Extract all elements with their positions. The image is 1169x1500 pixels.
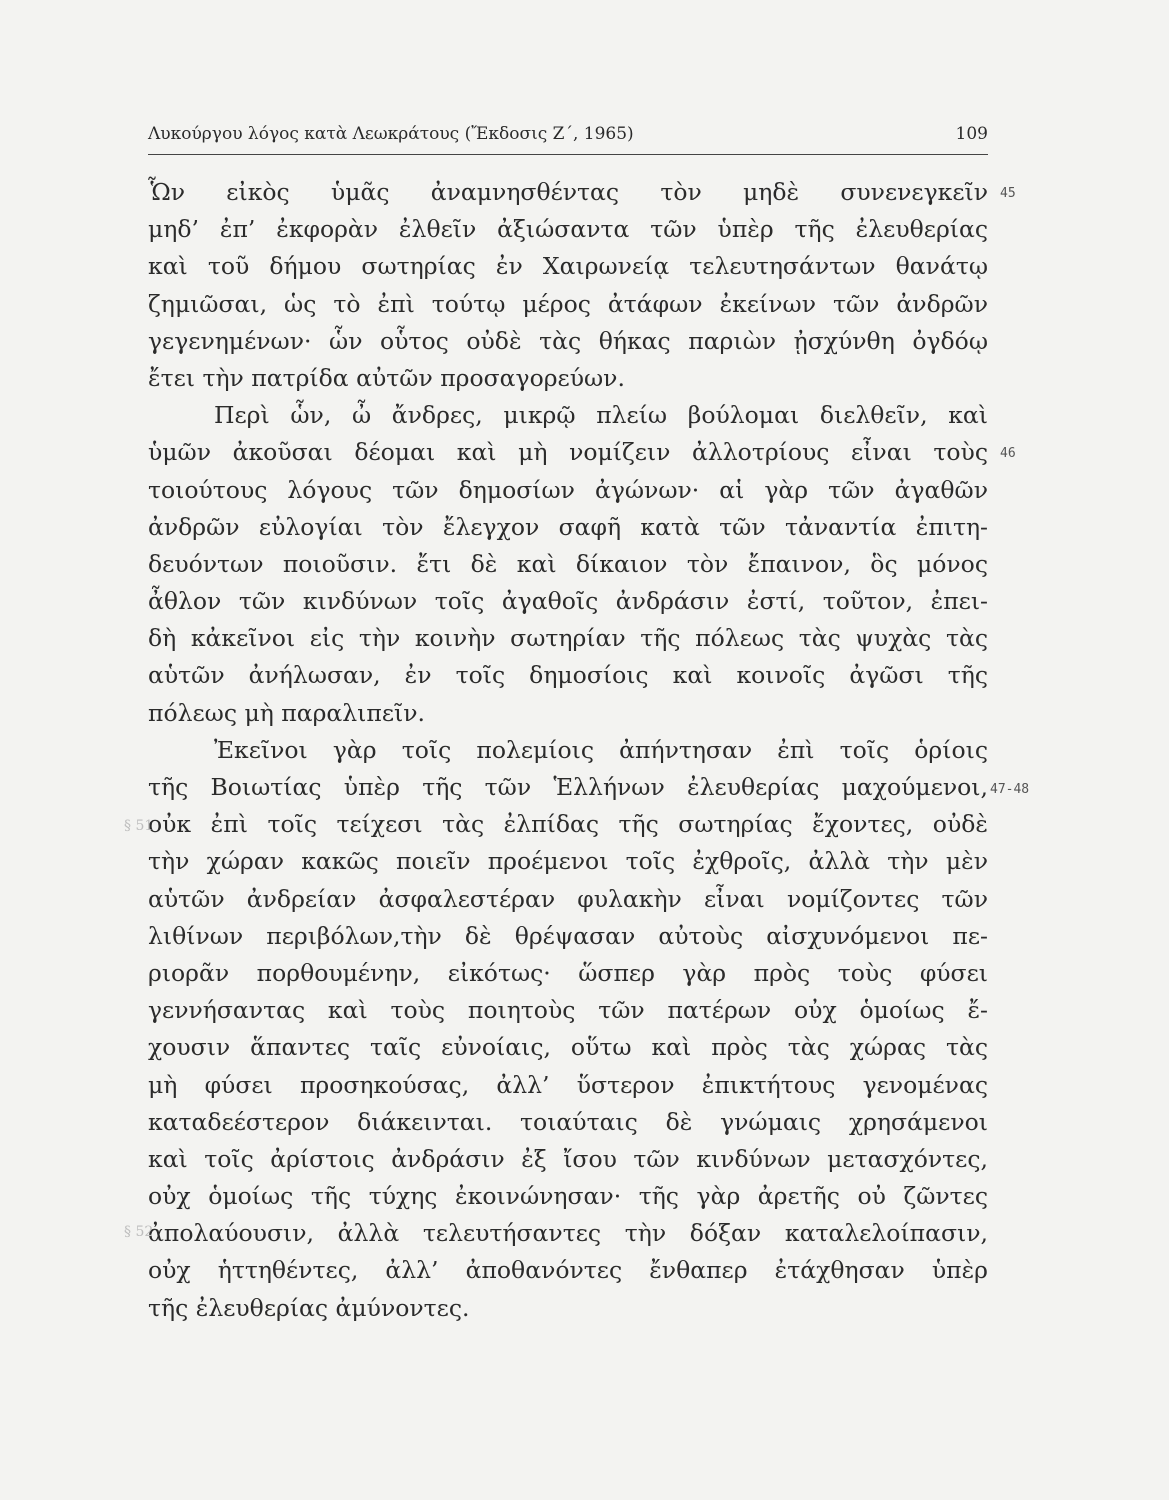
- text-line: ριορᾶν πορθουμένην, εἰκότως· ὥσπερ γὰρ πρὸς τοὺς φύσει: [148, 958, 988, 987]
- text-line: αὑτῶν ἀνήλωσαν, ἐν τοῖς δημοσίοις καὶ κοινοῖς ἀγῶσι τῆς: [148, 661, 988, 690]
- text-line: καταδεέστερον διάκεινται. τοιαύταις δὲ γνώμαις χρησάμενοι: [148, 1107, 988, 1136]
- main-text: [148, 174, 988, 1327]
- running-header: [148, 120, 988, 155]
- margin-section-number: 46: [1000, 446, 1016, 461]
- header-title: Λυκούργου λόγος κατὰ Λεωκράτους (Ἔκδοσις Ζ΄, 1965): [148, 124, 634, 144]
- bleed-through-mark: § 52: [124, 1224, 154, 1240]
- text-line: ἀνδρῶν εὐλογίαι τὸν ἔλεγχον σαφῆ κατὰ τῶν τἀναντία ἐπιτη-: [148, 512, 988, 541]
- text-line: λιθίνων περιβόλων,τὴν δὲ θρέψασαν αὐτοὺς αἰσχυνόμενοι πε-: [148, 921, 988, 950]
- text-line: καὶ τοῦ δήμου σωτηρίας ἐν Χαιρωνείᾳ τελευτησάντων θανάτῳ: [148, 252, 988, 281]
- page-number: 109: [955, 124, 988, 144]
- text-line: δὴ κἀκεῖνοι εἰς τὴν κοινὴν σωτηρίαν τῆς πόλεως τὰς ψυχὰς τὰς: [148, 624, 988, 653]
- text-line: μὴ φύσει προσηκούσας, ἀλλ’ ὕστερον ἐπικτήτους γενομένας: [148, 1070, 988, 1099]
- text-line: οὐκ ἐπὶ τοῖς τείχεσι τὰς ἐλπίδας τῆς σωτηρίας ἔχοντες, οὐδὲ: [148, 810, 988, 839]
- text-line: οὐχ ὁμοίως τῆς τύχης ἐκοινώνησαν· τῆς γὰρ ἀρετῆς οὐ ζῶντες: [148, 1182, 988, 1211]
- text-line: δευόντων ποιοῦσιν. ἔτι δὲ καὶ δίκαιον τὸν ἔπαινον, ὃς μόνος: [148, 549, 988, 578]
- text-line: ἔτει τὴν πατρίδα αὐτῶν προσαγορεύων.: [148, 363, 625, 392]
- text-line: γεννήσαντας καὶ τοὺς ποιητοὺς τῶν πατέρων οὐχ ὁμοίως ἔ-: [148, 996, 988, 1025]
- text-line: Ἐκεῖνοι γὰρ τοῖς πολεμίοις ἀπήντησαν ἐπὶ τοῖς ὁρίοις: [214, 735, 988, 764]
- text-line: γεγενημένων· ὧν οὗτος οὐδὲ τὰς θήκας παριὼν ᾐσχύνθη ὀγδόῳ: [148, 326, 988, 355]
- text-line: τῆς ἐλευθερίας ἀμύνοντες.: [148, 1293, 470, 1322]
- text-line: τῆς Βοιωτίας ὑπὲρ τῆς τῶν Ἑλλήνων ἐλευθερίας μαχούμενοι,: [148, 773, 988, 801]
- text-line: αὑτῶν ἀνδρείαν ἀσφαλεστέραν φυλακὴν εἶναι νομίζοντες τῶν: [148, 884, 988, 913]
- text-line: τὴν χώραν κακῶς ποιεῖν προέμενοι τοῖς ἐχθροῖς, ἀλλὰ τὴν μὲν: [148, 847, 988, 876]
- text-line: Ὧν εἰκὸς ὑμᾶς ἀναμνησθέντας τὸν μηδὲ συνενεγκεῖν: [148, 178, 988, 206]
- margin-section-number: 45: [1000, 186, 1016, 201]
- text-line: χουσιν ἅπαντες ταῖς εὐνοίαις, οὕτω καὶ πρὸς τὰς χώρας τὰς: [148, 1033, 988, 1062]
- text-line: μηδ’ ἐπ’ ἐκφορὰν ἐλθεῖν ἀξιώσαντα τῶν ὑπὲρ τῆς ἐλευθερίας: [148, 215, 988, 244]
- text-line: οὐχ ἡττηθέντες, ἀλλ’ ἀποθανόντες ἔνθαπερ ἐτάχθησαν ὑπὲρ: [148, 1256, 988, 1285]
- margin-section-number: 47-48: [990, 782, 1030, 797]
- bleed-through-mark: § 51: [124, 818, 154, 834]
- text-line: ἀπολαύουσιν, ἀλλὰ τελευτήσαντες τὴν δόξαν καταλελοίπασιν,: [148, 1219, 988, 1248]
- text-line: πόλεως μὴ παραλιπεῖν.: [148, 698, 425, 727]
- text-line: ζημιῶσαι, ὡς τὸ ἐπὶ τούτῳ μέρος ἀτάφων ἐκείνων τῶν ἀνδρῶν: [148, 289, 988, 318]
- text-line: τοιούτους λόγους τῶν δημοσίων ἀγώνων· αἱ γὰρ τῶν ἀγαθῶν: [148, 475, 988, 504]
- text-line: Περὶ ὧν, ὦ ἄνδρες, μικρῷ πλείω βούλομαι διελθεῖν, καὶ: [214, 401, 988, 430]
- text-line: ἆθλον τῶν κινδύνων τοῖς ἀγαθοῖς ἀνδράσιν ἐστί, τοῦτον, ἐπει-: [148, 587, 988, 616]
- text-line: καὶ τοῖς ἀρίστοις ἀνδράσιν ἐξ ἴσου τῶν κινδύνων μετασχόντες,: [148, 1144, 988, 1173]
- text-line: ὑμῶν ἀκοῦσαι δέομαι καὶ μὴ νομίζειν ἀλλοτρίους εἶναι τοὺς: [148, 438, 988, 467]
